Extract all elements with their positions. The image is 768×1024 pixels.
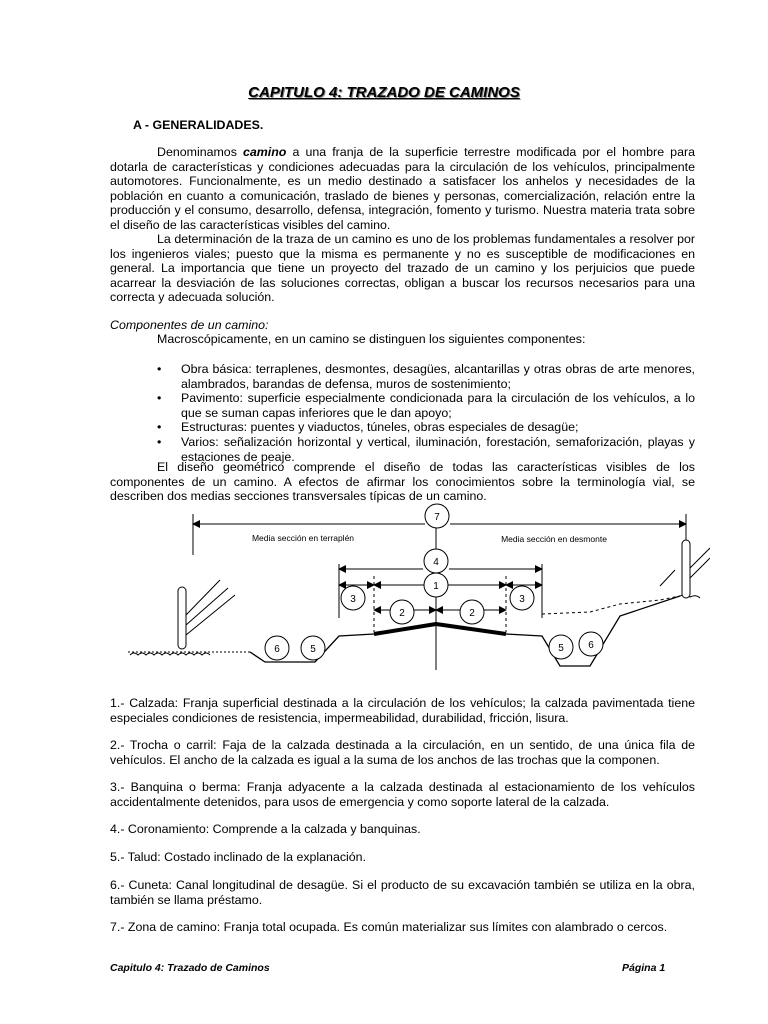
cross-section-diagram	[120, 500, 710, 675]
components-heading: Componentes de un camino:	[110, 318, 269, 332]
component-item	[157, 391, 695, 420]
intro-paragraph-1	[110, 145, 695, 233]
callout-5-left-label: 5	[310, 644, 316, 655]
component-text: Obra básica: terraplenes, desmontes, desagües, alcantarillas y otras obras de arte menores, alambrados, barandas de defensa, muros de sostenimiento;	[181, 362, 695, 391]
definition-item: 1.- Calzada: Franja superficial destinada a la circulación de los vehículos; la calzada pavimentada tiene especiales condiciones de resistencia, impermeabilidad, durabilidad, fricción, lisura.	[110, 696, 695, 725]
label-terraplen: Media sección en terraplén	[251, 533, 355, 543]
components-closing: El diseño geométrico comprende el diseño de todas las características visibles de los componentes de un camino. A efectos de afirmar los conocimientos sobre la terminología vial, se describen dos medias secciones transversales típicas de un camino.	[110, 460, 695, 504]
intro-text-before: Denominamos	[157, 145, 243, 159]
component-item	[157, 362, 695, 391]
bullet-icon: •	[157, 420, 162, 435]
callout-2-left-label: 2	[399, 608, 405, 619]
callout-2-right-label: 2	[469, 608, 475, 619]
bullet-icon: •	[157, 362, 162, 376]
components-list	[157, 362, 695, 464]
label-desmonte: Media sección en desmonte	[501, 534, 607, 544]
footer-page-number: Página 1	[622, 962, 666, 974]
section-heading: A - GENERALIDADES.	[133, 118, 264, 132]
chapter-title: CAPITULO 4: TRAZADO DE CAMINOS	[248, 84, 520, 101]
callout-4-label: 4	[433, 557, 439, 568]
callout-1-label: 1	[433, 581, 439, 592]
bullet-icon: •	[157, 391, 162, 406]
component-text: Estructuras: puentes y viaductos, túneles, obras especiales de desagüe;	[181, 420, 579, 435]
intro-term-camino: camino	[242, 145, 287, 159]
component-item	[157, 420, 695, 435]
bullet-icon: •	[157, 434, 162, 449]
callout-6-left-label: 6	[274, 644, 280, 655]
fence-post-right	[682, 540, 690, 598]
component-text: Varios: señalización horizontal y vertical, iluminación, forestación, semaforización, playas y estaciones de peaje.	[181, 434, 695, 464]
definition-item: 6.- Cuneta: Canal longitudinal de desagüe. Si el producto de su excavación también se utiliza en la obra, también se llama préstamo.	[110, 878, 695, 907]
callout-3-left-label: 3	[350, 594, 356, 605]
footer-chapter: Capitulo 4: Trazado de Caminos	[110, 962, 270, 974]
callout-3-right-label: 3	[519, 594, 525, 605]
callout-5-right-label: 5	[558, 643, 564, 654]
definition-item: 4.- Coronamiento: Comprende a la calzada y banquinas.	[110, 822, 421, 836]
fence-post-left	[178, 587, 186, 649]
component-text: Pavimento: superficie especialmente condicionada para la circulación de los vehículos, a lo que se suman capas inferiores que le dan apoyo;	[181, 391, 695, 420]
definition-item: 2.- Trocha o carril: Faja de la calzada destinada a la circulación, en un sentido, de una única fila de vehículos. El ancho de la calzada es igual a la suma de los anchos de las trochas que la componen.	[110, 738, 695, 767]
callout-6-right-label: 6	[588, 640, 594, 651]
definition-item: 7.- Zona de camino: Franja total ocupada. Es común materializar sus límites con alambrado o cercos.	[110, 920, 668, 934]
intro-text-after: a una franja de la superficie terrestre modificada por el hombre para dotarla de características y condiciones adecuadas para la circulación de los vehículos, principalmente automotores. Funcionalmente, es un medio destinado a satisfacer los anhelos y necesidades de la población en cuanto a comunicación, traslado de bienes y personas, comercialización, relación entre la producción y el consumo, desarrollo, defensa, integración, fomento y turismo. Nuestra materia trata sobre el diseño de las características visibles del camino.	[110, 145, 695, 232]
callout-7-label: 7	[434, 512, 440, 523]
components-lead: Macroscópicamente, en un camino se distinguen los siguientes componentes:	[157, 332, 586, 346]
definition-item: 5.- Talud: Costado inclinado de la explanación.	[110, 850, 367, 864]
definition-item: 3.- Banquina o berma: Franja adyacente a la calzada destinada al estacionamiento de los vehículos accidentalmente detenidos, para usos de emergencia y como soporte lateral de la calzada.	[110, 780, 695, 809]
intro-paragraph-2: La determinación de la traza de un camino es uno de los problemas fundamentales a resolver por los ingenieros viales; puesto que la misma es permanente y no es susceptible de modificaciones en general. La importancia que tiene un proyecto del trazado de un camino y los perjuicios que puede acarrear la desviación de las soluciones correctas, obligan a buscar los recursos necesarios para una correcta y adecuada solución.	[110, 232, 695, 305]
